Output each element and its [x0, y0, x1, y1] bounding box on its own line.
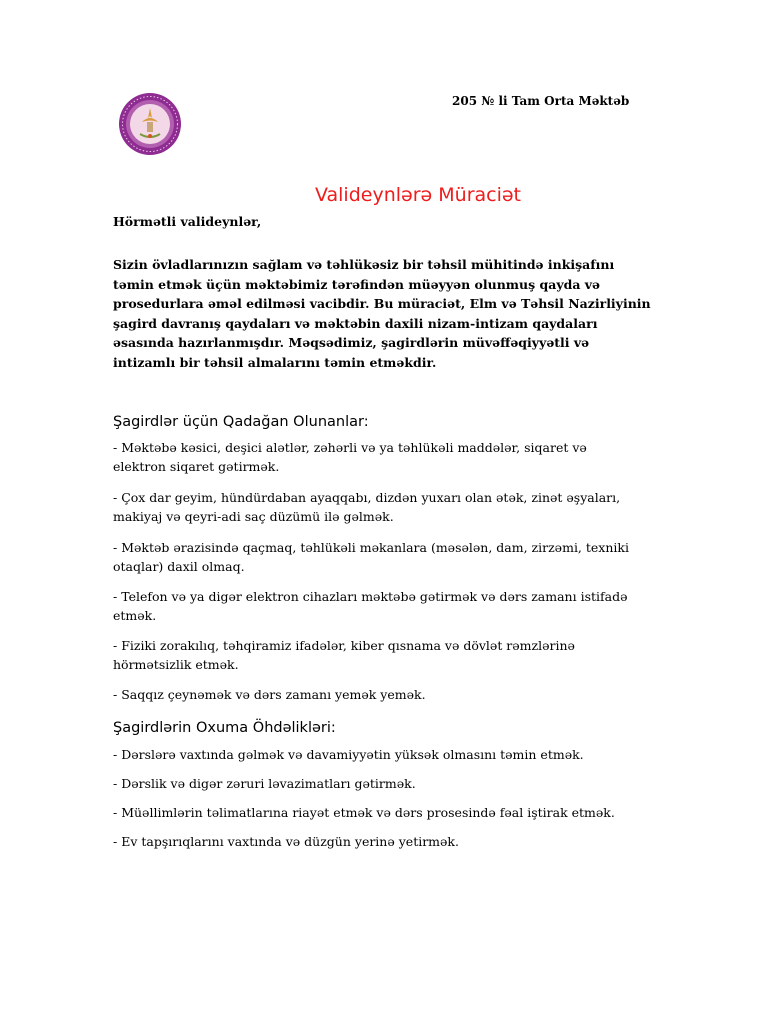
duty-item [113, 833, 658, 852]
item-line: - Fiziki zorakılıq, təhqiramiz ifadələr, kiber qısnama və dövlət rəmzlərinə [113, 638, 575, 653]
item-line: makiyaj və qeyri-adi saç düzümü ilə gəlmək. [113, 508, 394, 524]
item-line: hörmətsizlik etmək. [113, 656, 239, 672]
prohibited-item [113, 489, 658, 526]
prohibited-item [113, 637, 658, 674]
intro-line: Sizin övladlarınızın sağlam və təhlükəsiz bir təhsil mühitində inkişafını [113, 257, 615, 272]
prohibited-item [113, 686, 658, 705]
prohibited-item [113, 588, 658, 625]
intro-line: şagird davranış qaydaları və məktəbin daxili nizam-intizam qaydaları [113, 315, 598, 331]
item-line: - Müəllimlərin təlimatlarına riayət etmək və dərs prosesində fəal iştirak etmək. [113, 805, 615, 820]
item-line: - Məktəb ərazisində qaçmaq, təhlükəli məkanlara (məsələn, dam, zirzəmi, texniki [113, 540, 629, 555]
school-logo [118, 92, 182, 156]
prohibited-item [113, 539, 658, 576]
prohibited-heading: Şagirdlər üçün Qadağan Olunanlar: [113, 414, 369, 430]
duty-item [113, 804, 658, 823]
intro-line: prosedurlara əməl edilməsi vacibdir. Bu müraciət, Elm və Təhsil Nazirliyinin [113, 296, 651, 311]
item-line: - Dərslərə vaxtında gəlmək və davamiyyətin yüksək olmasını təmin etmək. [113, 747, 584, 762]
item-line: - Saqqız çeynəmək və dərs zamanı yemək yemək. [113, 687, 426, 702]
school-name: 205 № li Tam Orta Məktəb [452, 94, 630, 108]
intro-line: təmin etmək üçün məktəbimiz tərəfindən müəyyən olunmuş qayda və [113, 276, 601, 292]
document-title: Valideynlərə Müraciət [314, 184, 522, 206]
duties-heading: Şagirdlərin Oxuma Öhdəlikləri: [113, 720, 336, 736]
duty-item [113, 775, 658, 794]
item-line: elektron siqaret gətirmək. [113, 458, 280, 474]
item-line: - Məktəbə kəsici, deşici alətlər, zəhərli və ya təhlükəli maddələr, siqaret və [113, 440, 587, 455]
intro-line: əsasında hazırlanmışdır. Məqsədimiz, şagirdlərin müvəffəqiyyətli və [113, 335, 590, 350]
intro-paragraph [113, 255, 658, 372]
item-line: etmək. [113, 607, 157, 623]
greeting: Hörmətli valideynlər, [113, 214, 262, 229]
school-emblem-icon [118, 92, 182, 156]
item-line: - Dərslik və digər zəruri ləvazimatları gətirmək. [113, 776, 416, 791]
item-line: - Telefon və ya digər elektron cihazları məktəbə gətirmək və dərs zamanı istifadə [113, 589, 628, 604]
intro-line: intizamlı bir təhsil almalarını təmin etməkdir. [113, 354, 437, 370]
duty-item [113, 746, 658, 765]
prohibited-item [113, 439, 658, 476]
item-line: - Ev tapşırıqlarını vaxtında və düzgün yerinə yetirmək. [113, 834, 459, 849]
item-line: - Çox dar geyim, hündürdaban ayaqqabı, dizdən yuxarı olan ətək, zinət əşyaları, [113, 490, 621, 505]
item-line: otaqlar) daxil olmaq. [113, 558, 245, 574]
